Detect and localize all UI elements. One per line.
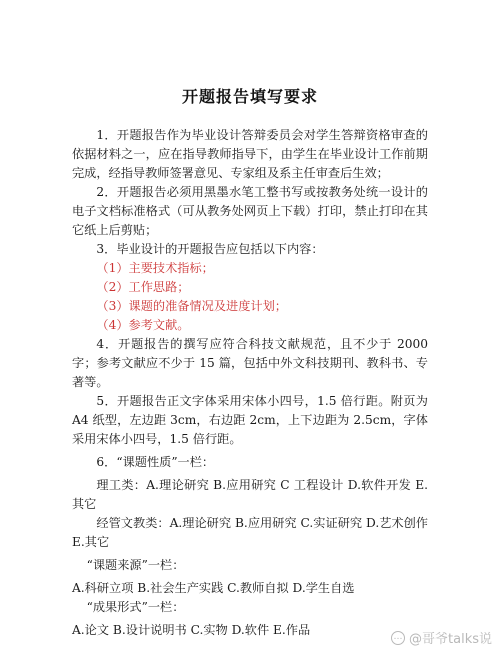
- source-options: A.科研立项 B.社会生产实践 C.教师自拟 D.学生自选: [72, 581, 355, 595]
- nature-econ: 经管文教类：A.理论研究 B.应用研究 C.实证研究 D.艺术创作 E.其它: [72, 516, 428, 549]
- list-item: （3）课题的准备情况及进度计划；: [96, 299, 287, 313]
- requirement-1: 1．开题报告作为毕业设计答辩委员会对学生答辩资格审查的依据材料之一，应在指导教师指导下，由学生在毕业设计工作前期完成，经指导教师签署意见、专家组及系主任审查后生效；: [72, 128, 428, 180]
- requirement-4: 4．开题报告的撰写应符合科技文献规范，且不少于 2000 字；参考文献应不少于 15 篇，包括中外文科技期刊、教科书、专著等。: [72, 337, 428, 389]
- requirement-2: 2．开题报告必须用黑墨水笔工整书写或按教务处统一设计的电子文档标准格式（可从教务处网页上下载）打印，禁止打印在其它纸上后剪贴；: [72, 185, 428, 237]
- chat-bubble-icon: …: [391, 631, 405, 645]
- document-body: [72, 126, 428, 640]
- list-item: （4）参考文献。: [96, 318, 190, 332]
- result-label: “成果形式”一栏：: [86, 600, 185, 614]
- nature-tech: 理工类：A.理论研究 B.应用研究 C 工程设计 D.软件开发 E.其它: [72, 478, 428, 511]
- requirement-3: 3．毕业设计的开题报告应包括以下内容：: [96, 242, 324, 256]
- list-item: （2）工作思路；: [96, 280, 190, 294]
- source-label: “课题来源”一栏：: [86, 558, 185, 572]
- watermark-text: @哥爷talks说: [409, 632, 492, 647]
- list-item: （1）主要技术指标；: [96, 261, 214, 275]
- requirement-6: 6．“课题性质”一栏：: [96, 455, 215, 469]
- page-title: 开题报告填写要求: [181, 87, 318, 106]
- requirement-5: 5．开题报告正文字体采用宋体小四号，1.5 倍行距。附页为 A4 纸型，左边距 3cm，右边距 2cm，上下边距为 2.5cm，字体采用宋体小四号，1.5 倍行距。: [72, 394, 428, 446]
- content-list: [72, 259, 428, 335]
- watermark: [391, 628, 492, 647]
- result-options: A.论文 B.设计说明书 C.实物 D.软件 E.作品: [72, 623, 311, 637]
